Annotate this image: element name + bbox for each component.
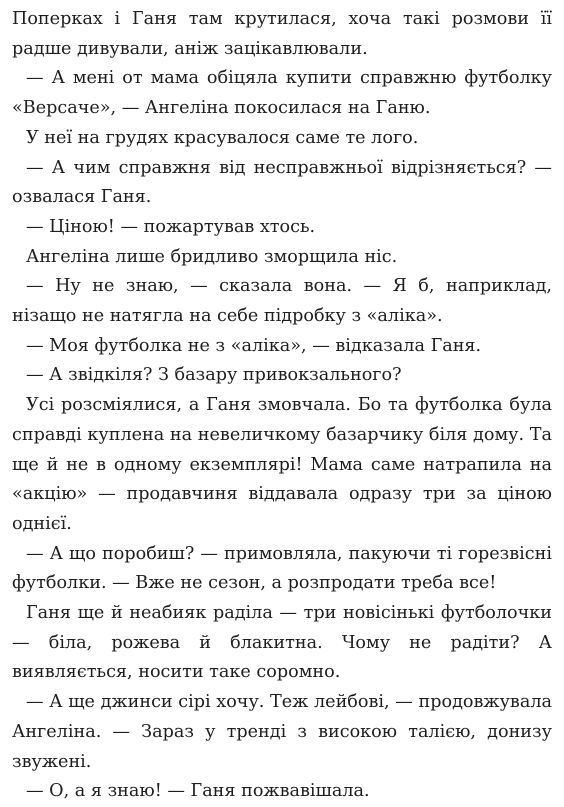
paragraph-5: — Ціною! — пожартував хтось.: [26, 216, 316, 237]
paragraph-12: Ганя ще й неабияк раділа — три новісінькі футболочки — біла, рожева й блакитна. Чому не радіти? А виявляється, носити таке соромно.: [12, 603, 552, 683]
paragraph-7: — Ну не знаю, — сказала вона. — Я б, наприклад, нізащо не натягла на себе підробку з «аліка».: [12, 276, 552, 327]
book-page: [12, 0, 552, 807]
paragraph-2: — А мені от мама обіцяла купити справжню футболку «Версаче», — Ангеліна покосилася на Ганю.: [12, 68, 552, 119]
paragraph-3: У неї на грудях красувалося саме те лого.: [26, 127, 419, 148]
paragraph-13: — А ще джинси сірі хочу. Теж лейбові, — продовжувала Ангеліна. — Зараз у тренді з високою талією, донизу звужені.: [12, 692, 552, 772]
paragraph-1: Поперках і Ганя там крутилася, хоча такі розмови її радше дивували, аніж зацікавлювали.: [12, 9, 552, 59]
paragraph-9: — А звідкіля? З базару привокзального?: [26, 365, 402, 386]
paragraph-6: Ангеліна лише бридливо зморщила ніс.: [26, 246, 398, 267]
paragraph-11: — А що поробиш? — примовляла, пакуючи ті горезвісні футболки. — Вже не сезон, а розпродати треба все!: [12, 543, 552, 594]
paragraph-4: — А чим справжня від несправжньої відрізняється? — озвалася Ганя.: [12, 157, 552, 208]
paragraph-10: Усі розсміялися, а Ганя змовчала. Бо та футболка була справді куплена на невеличкому базарчику біля дому. Та ще й не в одному екземплярі! Мама саме натрапила на «акцію» — продавчиня віддавала одразу три за ціною однієї.: [12, 395, 552, 534]
paragraph-14: — О, а я знаю! — Ганя пожвавішала.: [26, 781, 370, 802]
paragraph-8: — Моя футболка не з «аліка», — відказала Ганя.: [26, 335, 482, 356]
